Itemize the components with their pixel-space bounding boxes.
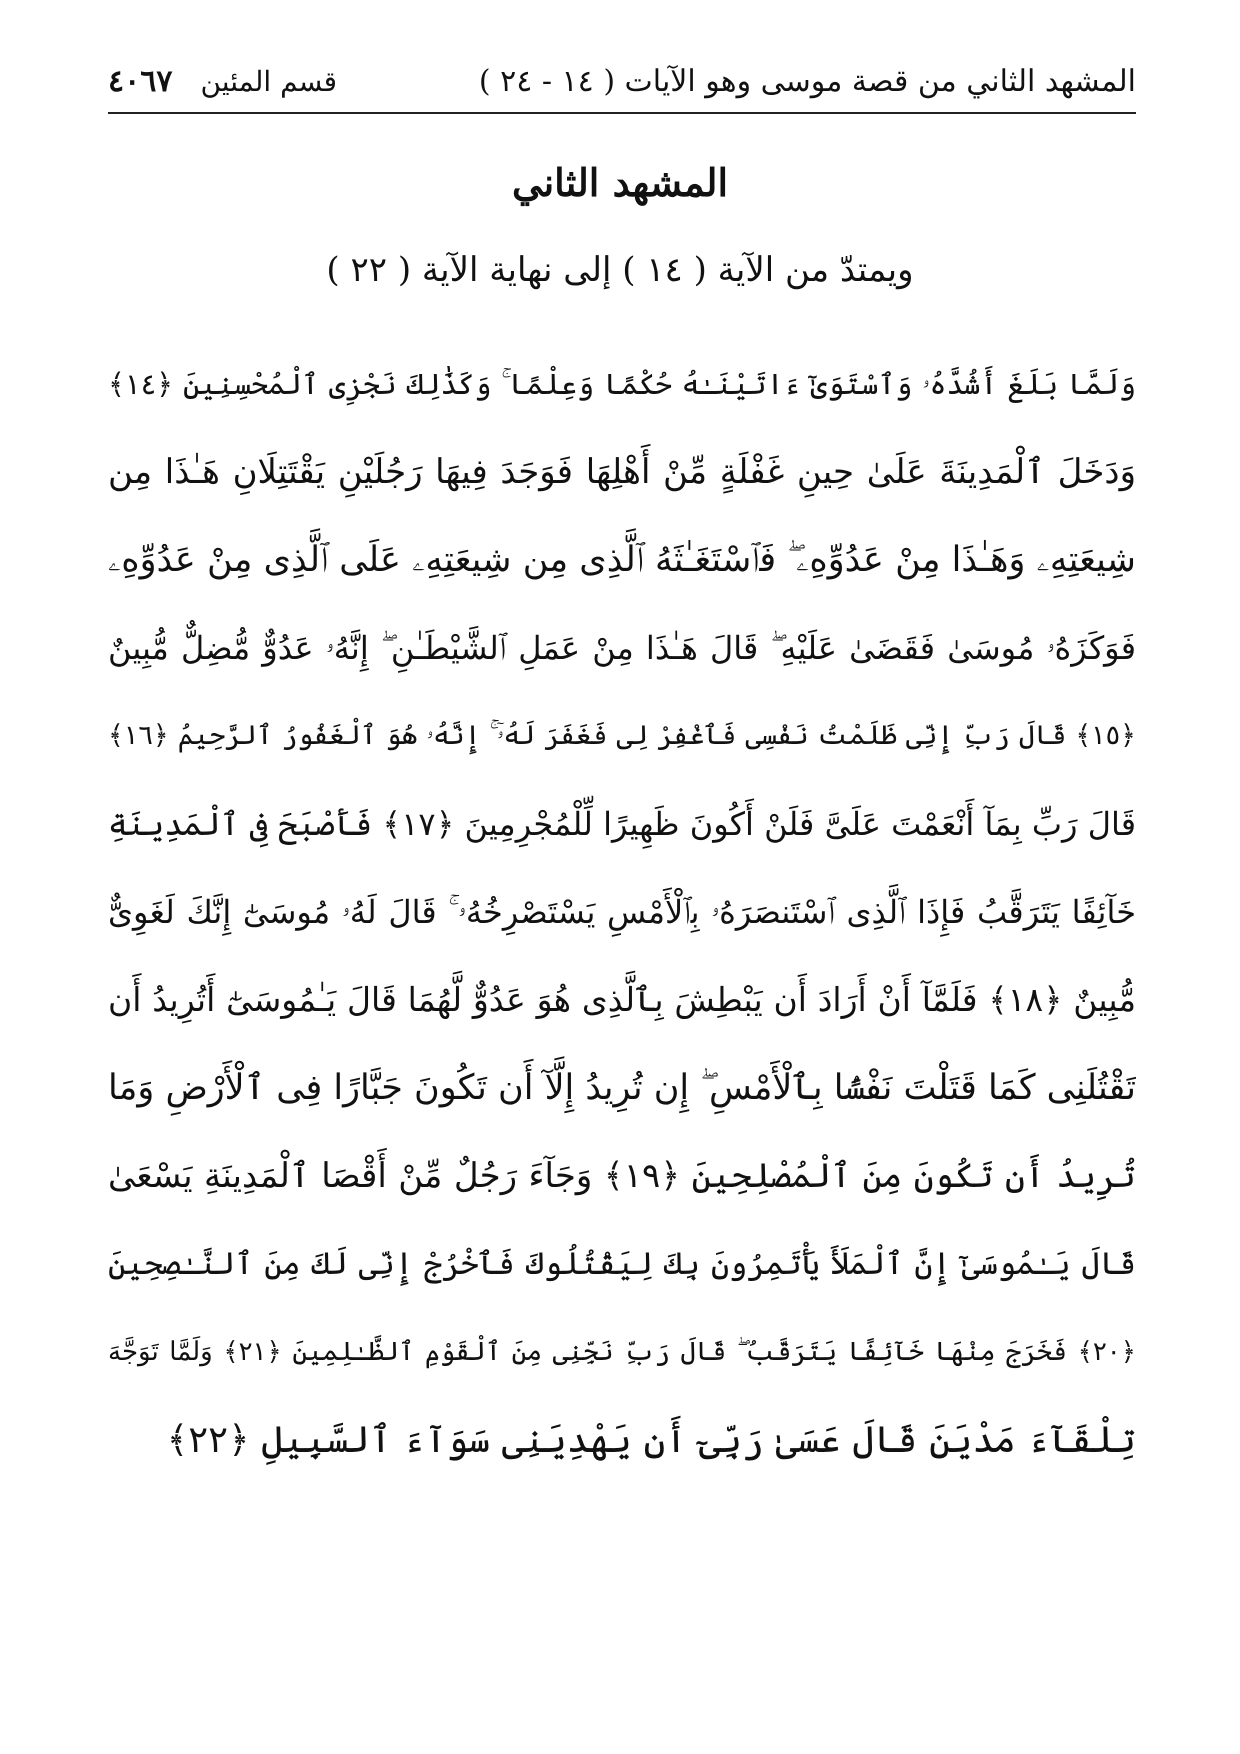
verse-line: تُرِيدُ أَن تَكُونَ مِنَ ٱلْمُصْلِحِينَ ﴿١٩﴾ وَجَآءَ رَجُلٌ مِّنْ أَقْصَا ٱلْمَدِينَةِ يَسْعَىٰ [108,1156,1136,1196]
verse-line: ﴿٢٠﴾ فَخَرَجَ مِنْهَا خَآئِفًا يَتَرَقَّبُ ۖ قَالَ رَبِّ نَجِّنِى مِنَ ٱلْقَوْمِ ٱلظَّـٰلِمِينَ ﴿٢١﴾ وَلَمَّا تَوَجَّهَ [108,1337,1136,1367]
verse-line: قَالَ يَـٰمُوسَىٰٓ إِنَّ ٱلْمَلَأَ يَأْتَمِرُونَ بِكَ لِيَقْتُلُوكَ فَٱخْرُجْ إِنِّى لَكَ مِنَ ٱلنَّـٰصِحِينَ [108,1246,1136,1282]
verse-line: شِيعَتِهِۦ وَهَـٰذَا مِنْ عَدُوِّهِۦ ۖ فَٱسْتَغَـٰثَهُ ٱلَّذِى مِن شِيعَتِهِۦ عَلَى ٱلَّذِى مِنْ عَدُوِّهِۦ [108,540,1136,580]
running-header [108,58,1136,114]
scene-subtitle: ويمتدّ من الآية ( ١٤ ) إلى نهاية الآية ( ٢٢ ) [326,250,914,290]
verse-text-block [108,340,1136,1484]
verse-line: تِلْقَآءَ مَدْيَنَ قَالَ عَسَىٰ رَبِّىٓ أَن يَهْدِيَنِى سَوَآءَ ٱلسَّبِيلِ ﴿٢٢﴾ [166,1418,1136,1461]
header-meta [108,64,337,99]
header-title: المشهد الثاني من قصة موسى وهو الآيات ( ١٤ - ٢٤ ) [478,64,1136,99]
header-section: قسم المئين [200,65,338,98]
verse-line: ﴿١٥﴾ قَالَ رَبِّ إِنِّى ظَلَمْتُ نَفْسِى فَٱغْفِرْ لِى فَغَفَرَ لَهُۥٓ ۚ إِنَّهُۥ هُوَ ٱلْغَفُورُ ٱلرَّحِيمُ ﴿١٦﴾ [108,720,1136,751]
header-divider [108,112,1136,114]
verse-line: قَالَ رَبِّ بِمَآ أَنْعَمْتَ عَلَىَّ فَلَنْ أَكُونَ ظَهِيرًا لِّلْمُجْرِمِينَ ﴿١٧﴾ فَأَصْبَحَ فِى ٱلْمَدِينَةِ [108,805,1136,843]
verse-line: تَقْتُلَنِى كَمَا قَتَلْتَ نَفْسًۢا بِٱلْأَمْسِ ۖ إِن تُرِيدُ إِلَّآ أَن تَكُونَ جَبَّارًا فِى ٱلْأَرْضِ وَمَا [108,1068,1136,1108]
verse-line: مُّبِينٌ ﴿١٨﴾ فَلَمَّآ أَنْ أَرَادَ أَن يَبْطِشَ بِٱلَّذِى هُوَ عَدُوٌّ لَّهُمَا قَالَ يَـٰمُوسَىٰٓ أَتُرِيدُ أَن [108,980,1136,1019]
scene-title: المشهد الثاني [511,160,729,205]
verse-line: خَآئِفًا يَتَرَقَّبُ فَإِذَا ٱلَّذِى ٱسْتَنصَرَهُۥ بِٱلْأَمْسِ يَسْتَصْرِخُهُۥ ۚ قَالَ لَهُۥ مُوسَىٰٓ إِنَّكَ لَغَوِىٌّ [108,893,1136,931]
verse-line: وَلَمَّا بَلَغَ أَشُدَّهُۥ وَٱسْتَوَىٰٓ ءَاتَيْنَـٰهُ حُكْمًا وَعِلْمًا ۚ وَكَذَٰلِكَ نَجْزِى ٱلْمُحْسِنِينَ ﴿١٤﴾ [108,367,1136,401]
verse-line: وَدَخَلَ ٱلْمَدِينَةَ عَلَىٰ حِينِ غَفْلَةٍ مِّنْ أَهْلِهَا فَوَجَدَ فِيهَا رَجُلَيْنِ يَقْتَتِلَانِ هَـٰذَا مِن [108,452,1136,492]
verse-line: فَوَكَزَهُۥ مُوسَىٰ فَقَضَىٰ عَلَيْهِ ۖ قَالَ هَـٰذَا مِنْ عَمَلِ ٱلشَّيْطَـٰنِ ۖ إِنَّهُۥ عَدُوٌّ مُّضِلٌّ مُّبِينٌ [108,629,1136,667]
page-number: ٤٠٦٧ [108,64,173,99]
